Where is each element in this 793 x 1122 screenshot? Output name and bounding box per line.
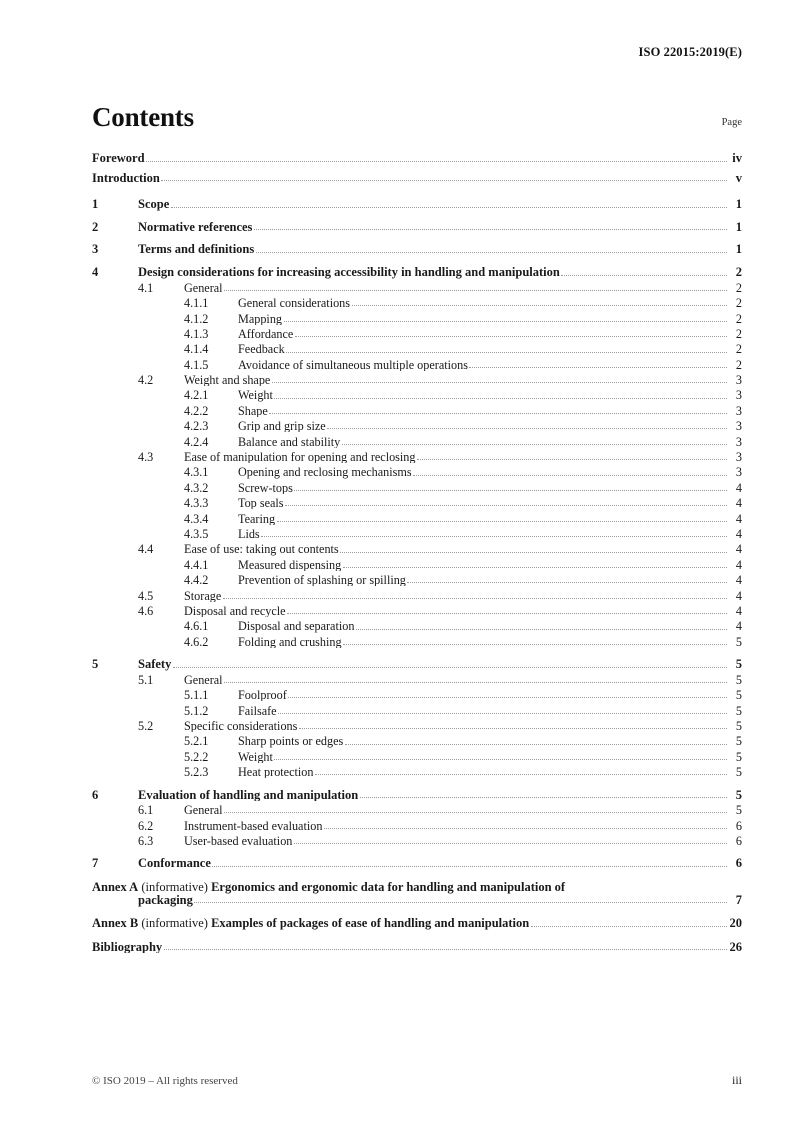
toc-entry-label-wrap bbox=[184, 804, 742, 816]
toc-entry-label-wrap bbox=[138, 658, 742, 671]
toc-entry-label: Disposal and separation bbox=[238, 620, 355, 633]
toc-entry-label: Storage bbox=[184, 589, 222, 602]
toc-entry-label: Feedback bbox=[238, 343, 285, 356]
dot-leader bbox=[360, 796, 727, 798]
dot-leader bbox=[469, 366, 726, 368]
toc-entry-label: Prevention of splashing or spilling bbox=[238, 574, 406, 587]
toc-entry-label: Bibliography bbox=[92, 940, 163, 954]
dot-leader bbox=[315, 773, 727, 775]
toc-entry-number: 4.6.1 bbox=[184, 619, 209, 634]
toc-entry-label: Scope bbox=[138, 198, 170, 211]
toc-entry-page: 4 bbox=[735, 528, 742, 541]
toc-entry[interactable] bbox=[92, 152, 742, 172]
toc-entry[interactable] bbox=[92, 543, 742, 558]
toc-entry-page: 4 bbox=[735, 604, 742, 618]
toc-entry-label: General bbox=[184, 804, 223, 817]
toc-entry-label-wrap bbox=[238, 328, 742, 340]
toc-entry[interactable] bbox=[92, 705, 742, 720]
toc-entry-label: Failsafe bbox=[238, 704, 277, 717]
toc-entry-number: 4.3.2 bbox=[184, 480, 209, 495]
toc-entry-page: 4 bbox=[735, 543, 742, 556]
toc-entry-number: 4.1.5 bbox=[184, 357, 209, 372]
dot-leader bbox=[286, 351, 726, 353]
toc-entry-label-wrap bbox=[238, 389, 742, 401]
toc-entry-label-wrap bbox=[184, 820, 742, 832]
toc-entry-number: 4.3.1 bbox=[184, 465, 209, 480]
toc-entry-label: Top seals bbox=[238, 497, 284, 510]
toc-entry-page: 3 bbox=[735, 374, 742, 387]
toc-entry-label: Disposal and recycle bbox=[184, 604, 286, 618]
annex-kind: (informative) bbox=[138, 917, 212, 930]
toc-entry-label-wrap bbox=[184, 835, 742, 847]
dot-leader bbox=[288, 696, 726, 698]
toc-entry-number: 5.1 bbox=[138, 672, 154, 687]
toc-entry-number: 5.2 bbox=[138, 718, 154, 733]
toc-entry-label-wrap bbox=[184, 590, 742, 602]
toc-entry-label-wrap bbox=[238, 528, 742, 540]
dot-leader bbox=[277, 520, 727, 522]
toc-entry-label: User-based evaluation bbox=[184, 835, 293, 848]
dot-leader bbox=[407, 581, 726, 583]
toc-entry-number: 4.4 bbox=[138, 542, 154, 557]
toc-entry-label: Affordance bbox=[238, 327, 294, 341]
toc-entry-page: 5 bbox=[735, 766, 742, 779]
toc-entry-label-wrap bbox=[238, 689, 742, 701]
dot-leader bbox=[285, 504, 726, 506]
toc-entry[interactable] bbox=[92, 559, 742, 574]
toc-entry-label-wrap bbox=[238, 313, 742, 325]
toc-entry-number: 6.3 bbox=[138, 834, 154, 849]
toc-entry-number: 4.1.1 bbox=[184, 296, 209, 311]
toc-entry-label: Opening and reclosing mechanisms bbox=[238, 466, 412, 479]
toc-entry-label-wrap bbox=[238, 735, 742, 747]
dot-leader bbox=[284, 320, 727, 322]
toc-entry-number: 6 bbox=[92, 787, 99, 802]
toc-entry[interactable] bbox=[92, 266, 742, 282]
dot-leader bbox=[324, 827, 727, 829]
table-of-contents bbox=[92, 152, 742, 957]
toc-entry-label: General bbox=[184, 281, 223, 294]
toc-entry[interactable] bbox=[92, 359, 742, 374]
dot-leader bbox=[294, 489, 726, 491]
toc-entry-page: 5 bbox=[735, 658, 742, 671]
toc-entry-page: 26 bbox=[729, 940, 742, 954]
toc-entry[interactable] bbox=[92, 658, 742, 674]
toc-entry-page: 3 bbox=[735, 435, 742, 448]
dot-leader bbox=[224, 811, 726, 813]
dot-leader bbox=[261, 535, 726, 537]
toc-entry-label-wrap bbox=[238, 636, 742, 648]
toc-entry[interactable] bbox=[92, 820, 742, 835]
toc-entry-page: 1 bbox=[735, 198, 742, 211]
toc-entry-label: Folding and crushing bbox=[238, 635, 342, 648]
toc-entry-page: 5 bbox=[735, 689, 742, 702]
dot-leader bbox=[224, 681, 726, 683]
toc-entry[interactable] bbox=[92, 766, 742, 781]
toc-entry-number: 4.2 bbox=[138, 373, 154, 388]
dot-leader bbox=[561, 274, 726, 276]
toc-entry-page: 4 bbox=[735, 620, 742, 633]
toc-entry[interactable] bbox=[92, 789, 742, 805]
dot-leader bbox=[343, 566, 727, 568]
toc-entry[interactable] bbox=[92, 574, 742, 589]
toc-entry-page: 7 bbox=[735, 892, 742, 907]
toc-entry-label-wrap bbox=[92, 152, 742, 165]
toc-entry-label-wrap bbox=[184, 374, 742, 386]
dot-leader bbox=[299, 727, 727, 729]
toc-entry-page: 2 bbox=[735, 312, 742, 325]
dot-leader bbox=[295, 335, 727, 337]
toc-entry-label-wrap bbox=[238, 466, 742, 478]
toc-entry-number: 4.5 bbox=[138, 588, 154, 603]
toc-entry-number: 4.1.3 bbox=[184, 326, 209, 341]
toc-entry-page: 4 bbox=[735, 558, 742, 571]
dot-leader bbox=[171, 206, 727, 208]
toc-entry[interactable] bbox=[92, 221, 742, 237]
toc-entry-page: 2 bbox=[735, 358, 742, 371]
toc-entry-page: 5 bbox=[735, 673, 742, 687]
toc-entry-number: 4.4.2 bbox=[184, 573, 209, 588]
dot-leader bbox=[274, 758, 726, 760]
toc-entry-page: 4 bbox=[735, 512, 742, 525]
toc-entry-number: 4.2.3 bbox=[184, 419, 209, 434]
toc-entry-label-wrap bbox=[238, 513, 742, 525]
toc-entry-page: 3 bbox=[735, 451, 742, 464]
toc-entry-label-wrap bbox=[238, 436, 742, 448]
toc-entry-number: 4.1.4 bbox=[184, 342, 209, 357]
dot-leader bbox=[278, 712, 726, 714]
dot-leader bbox=[342, 443, 727, 445]
dot-leader bbox=[287, 612, 726, 614]
page-footer bbox=[92, 1073, 742, 1088]
toc-entry-number: 4.3 bbox=[138, 450, 154, 465]
toc-entry-label: Terms and definitions bbox=[138, 243, 255, 256]
dot-leader bbox=[340, 551, 726, 553]
toc-entry-label: Normative references bbox=[138, 220, 253, 234]
toc-entry[interactable] bbox=[92, 941, 742, 957]
toc-entry-number: 4.1 bbox=[138, 280, 154, 295]
toc-entry-number: 5.2.3 bbox=[184, 765, 209, 780]
toc-entry-number: 5 bbox=[92, 657, 99, 672]
toc-entry-label-wrap bbox=[238, 343, 742, 355]
toc-entry-label-wrap bbox=[238, 359, 742, 371]
toc-entry-page: 2 bbox=[735, 281, 742, 294]
toc-entry-label-wrap bbox=[184, 543, 742, 555]
toc-entry-label-wrap bbox=[184, 605, 742, 617]
toc-entry-label: Specific considerations bbox=[184, 719, 298, 733]
toc-entry-label-wrap bbox=[184, 282, 742, 294]
toc-entry[interactable] bbox=[92, 374, 742, 389]
toc-entry[interactable] bbox=[92, 405, 742, 420]
toc-entry-number: 5.1.2 bbox=[184, 703, 209, 718]
toc-entry-label: Ergonomics and ergonomic data for handling and manipulation of bbox=[211, 880, 566, 895]
toc-entry-number: 5.2.2 bbox=[184, 749, 209, 764]
toc-entry-label: Lids bbox=[238, 528, 260, 541]
toc-entry-page: 5 bbox=[735, 719, 742, 733]
toc-entry-label-wrap bbox=[238, 766, 742, 778]
toc-entry-number: 6.2 bbox=[138, 818, 154, 833]
toc-entry-label: Conformance bbox=[138, 857, 211, 870]
toc-entry-number: 3 bbox=[92, 242, 99, 257]
dot-leader bbox=[343, 643, 726, 645]
dot-leader bbox=[272, 381, 727, 383]
toc-entry-page: 3 bbox=[735, 466, 742, 479]
toc-entry-page: 2 bbox=[735, 266, 742, 279]
toc-entry-label-wrap bbox=[238, 297, 742, 309]
toc-entry[interactable] bbox=[92, 466, 742, 481]
toc-entry-label: Weight bbox=[238, 389, 273, 402]
toc-entry-label-wrap bbox=[238, 405, 742, 417]
annex-name: Annex B bbox=[92, 917, 139, 930]
toc-entry[interactable] bbox=[92, 674, 742, 689]
toc-entry[interactable] bbox=[92, 835, 742, 850]
toc-entry[interactable] bbox=[92, 590, 742, 605]
toc-entry-label: Sharp points or edges bbox=[238, 735, 344, 748]
toc-entry-page: 5 bbox=[735, 735, 742, 748]
toc-entry-page: 5 bbox=[735, 788, 742, 802]
toc-entry[interactable] bbox=[92, 857, 742, 873]
dot-leader bbox=[269, 412, 726, 414]
toc-entry[interactable] bbox=[92, 528, 742, 543]
toc-entry[interactable] bbox=[92, 313, 742, 328]
toc-entry-number: 4.6 bbox=[138, 603, 154, 618]
toc-entry-label-wrap bbox=[138, 789, 742, 802]
toc-entry-label: Ease of manipulation for opening and reclosing bbox=[184, 451, 416, 464]
toc-entry-label: Tearing bbox=[238, 512, 276, 525]
toc-entry[interactable] bbox=[92, 389, 742, 404]
toc-entry-page: 3 bbox=[735, 389, 742, 402]
toc-entry-number: 4.2.1 bbox=[184, 388, 209, 403]
toc-entry[interactable] bbox=[92, 343, 742, 358]
dot-leader bbox=[254, 228, 727, 230]
dot-leader bbox=[327, 427, 726, 429]
toc-entry-label: General bbox=[184, 673, 223, 687]
toc-entry[interactable] bbox=[92, 497, 742, 512]
toc-entry-label bbox=[92, 917, 529, 930]
toc-entry-page: 4 bbox=[735, 497, 742, 510]
toc-entry[interactable] bbox=[92, 198, 742, 214]
toc-entry-page: 2 bbox=[735, 297, 742, 310]
toc-entry-page: 1 bbox=[735, 220, 742, 234]
toc-entry-label-wrap bbox=[238, 482, 742, 494]
toc-entry-number: 4.2.2 bbox=[184, 403, 209, 418]
toc-entry-number: 4.3.4 bbox=[184, 511, 209, 526]
toc-entry[interactable] bbox=[92, 735, 742, 750]
toc-entry-page: 6 bbox=[735, 857, 742, 870]
toc-entry-page: 4 bbox=[735, 589, 742, 602]
document-reference-header: ISO 22015:2019(E) bbox=[638, 45, 742, 59]
toc-entry-number: 4.3.3 bbox=[184, 496, 209, 511]
toc-entry-label: Shape bbox=[238, 404, 268, 418]
toc-entry-number: 4.2.4 bbox=[184, 434, 209, 449]
dot-leader bbox=[531, 925, 727, 927]
toc-entry-page: 4 bbox=[735, 574, 742, 587]
toc-entry-number: 4.4.1 bbox=[184, 557, 209, 572]
toc-entry-label-wrap bbox=[184, 720, 742, 732]
dot-leader bbox=[194, 901, 726, 903]
toc-entry[interactable] bbox=[92, 482, 742, 497]
toc-entry[interactable] bbox=[92, 328, 742, 343]
dot-leader bbox=[164, 948, 727, 950]
toc-entry-number: 4.3.5 bbox=[184, 527, 209, 541]
toc-entry-page: 1 bbox=[735, 243, 742, 256]
toc-entry[interactable] bbox=[92, 282, 742, 297]
toc-entry[interactable] bbox=[92, 297, 742, 312]
toc-entry-label: Evaluation of handling and manipulation bbox=[138, 788, 359, 802]
annex-name: Annex A bbox=[92, 880, 139, 895]
toc-entry-number: 1 bbox=[92, 197, 99, 211]
toc-entry-label-wrap bbox=[238, 420, 742, 432]
toc-entry-page: 2 bbox=[735, 343, 742, 356]
dot-leader bbox=[212, 865, 726, 867]
toc-entry[interactable] bbox=[92, 436, 742, 451]
toc-entry-label-wrap bbox=[238, 497, 742, 509]
dot-leader bbox=[352, 304, 727, 306]
toc-entry-label: Instrument-based evaluation bbox=[184, 819, 323, 832]
toc-entry[interactable] bbox=[92, 451, 742, 466]
toc-entry-label-wrap bbox=[138, 266, 742, 279]
toc-entry-label-wrap bbox=[138, 243, 742, 256]
dot-leader bbox=[417, 458, 727, 460]
toc-entry-annex-body bbox=[92, 881, 742, 906]
toc-entry[interactable] bbox=[92, 243, 742, 259]
dot-leader bbox=[345, 743, 727, 745]
toc-entry-page: 3 bbox=[735, 420, 742, 433]
toc-entry[interactable] bbox=[92, 751, 742, 766]
toc-entry-label-wrap bbox=[138, 857, 742, 870]
page-column-header: Page bbox=[721, 117, 742, 128]
dot-leader bbox=[256, 251, 727, 253]
toc-entry-label: Avoidance of simultaneous multiple operations bbox=[238, 358, 468, 371]
toc-entry-label-wrap bbox=[92, 917, 742, 930]
toc-entry-page: 2 bbox=[735, 327, 742, 341]
dot-leader bbox=[413, 474, 726, 476]
toc-entry[interactable] bbox=[92, 636, 742, 651]
toc-entry-number: 4.6.2 bbox=[184, 634, 209, 649]
toc-entry[interactable] bbox=[92, 513, 742, 528]
dot-leader bbox=[146, 160, 726, 162]
toc-entry-label-wrap bbox=[92, 941, 742, 954]
toc-entry-label: Foreword bbox=[92, 152, 145, 165]
toc-entry-label: Heat protection bbox=[238, 766, 314, 779]
toc-entry-number: 6.1 bbox=[138, 803, 154, 818]
toc-entry[interactable] bbox=[92, 620, 742, 635]
toc-entry[interactable] bbox=[92, 420, 742, 435]
toc-entry-number: 7 bbox=[92, 856, 99, 871]
dot-leader bbox=[224, 289, 726, 291]
toc-entry-label: Design considerations for increasing accessibility in handling and manipulation bbox=[138, 266, 560, 279]
toc-entry-page: 20 bbox=[729, 917, 742, 930]
toc-entry-label: Grip and grip size bbox=[238, 420, 326, 433]
toc-entry-label: Screw-tops bbox=[238, 481, 293, 495]
annex-title: Examples of packages of ease of handling and manipulation bbox=[211, 917, 530, 930]
toc-entry-page: v bbox=[735, 171, 742, 184]
toc-entry-label: Balance and stability bbox=[238, 435, 341, 448]
toc-entry-page: 3 bbox=[735, 404, 742, 418]
toc-entry-label-wrap bbox=[138, 221, 742, 234]
toc-entry-number: 5.1.1 bbox=[184, 688, 209, 703]
toc-entry-label-wrap bbox=[184, 674, 742, 686]
toc-entry-label: Measured dispensing bbox=[238, 558, 342, 571]
toc-entry-label-continuation: packaging bbox=[138, 892, 193, 907]
toc-entry-label: Ease of use: taking out contents bbox=[184, 543, 339, 556]
page-title: Contents bbox=[92, 102, 194, 132]
toc-entry-label: General considerations bbox=[238, 297, 351, 310]
toc-entry[interactable] bbox=[92, 605, 742, 620]
dot-leader bbox=[356, 628, 727, 630]
annex-kind: (informative) bbox=[138, 880, 212, 895]
toc-entry-label: Introduction bbox=[92, 171, 160, 184]
copyright-notice: © ISO 2019 – All rights reserved bbox=[92, 1075, 238, 1087]
toc-entry-number: 5.2.1 bbox=[184, 734, 209, 749]
toc-entry-page: 5 bbox=[735, 750, 742, 763]
toc-entry-label-wrap bbox=[238, 751, 742, 763]
toc-entry-page: 5 bbox=[735, 804, 742, 817]
toc-entry-label-wrap bbox=[238, 559, 742, 571]
dot-leader bbox=[223, 597, 727, 599]
dot-leader bbox=[173, 666, 727, 668]
toc-entry-page: 5 bbox=[735, 635, 742, 648]
toc-entry-page: 6 bbox=[735, 819, 742, 832]
toc-entry-page: iv bbox=[732, 152, 742, 165]
toc-entry-label-wrap bbox=[138, 198, 742, 211]
dot-leader bbox=[274, 397, 726, 399]
toc-entry-label-wrap bbox=[184, 451, 742, 463]
toc-entry-label: Weight bbox=[238, 750, 273, 763]
toc-entry[interactable] bbox=[92, 881, 742, 909]
toc-entry-label-wrap bbox=[238, 574, 742, 586]
toc-entry-page: 5 bbox=[735, 704, 742, 717]
toc-entry[interactable] bbox=[92, 720, 742, 735]
toc-entry-number: 4 bbox=[92, 265, 99, 280]
toc-entry[interactable] bbox=[92, 804, 742, 819]
toc-entry-number: 2 bbox=[92, 219, 99, 234]
toc-entry-label: Safety bbox=[138, 658, 172, 671]
toc-entry-page: 4 bbox=[735, 481, 742, 495]
toc-entry-label-wrap bbox=[92, 172, 742, 185]
dot-leader bbox=[294, 842, 727, 844]
toc-entry-label: Foolproof bbox=[238, 689, 287, 702]
toc-entry[interactable] bbox=[92, 917, 742, 933]
toc-entry-page: 6 bbox=[735, 835, 742, 848]
contents-title-row bbox=[92, 104, 742, 131]
toc-entry[interactable] bbox=[92, 689, 742, 704]
toc-entry[interactable] bbox=[92, 172, 742, 192]
toc-entry-label: Mapping bbox=[238, 312, 283, 325]
toc-entry-label: Weight and shape bbox=[184, 374, 271, 387]
dot-leader bbox=[161, 179, 726, 181]
footer-page-number: iii bbox=[731, 1073, 742, 1087]
toc-entry-label-wrap bbox=[238, 705, 742, 717]
toc-entry-number: 4.1.2 bbox=[184, 311, 209, 326]
toc-entry-label-wrap bbox=[238, 620, 742, 632]
